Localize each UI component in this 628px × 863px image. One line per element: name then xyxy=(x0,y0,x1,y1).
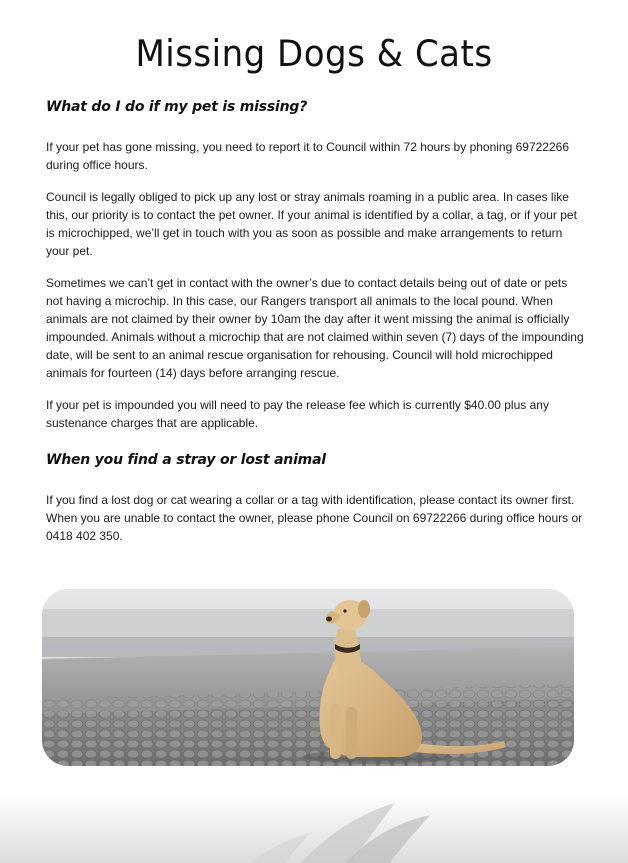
paragraph-release-fee: If your pet is impounded you will need to pay the release fee which is currently $40.00 plus any sustenance charges that are applicable. xyxy=(46,398,549,430)
dog-photo xyxy=(42,589,574,766)
paragraph-council-obliged: Council is legally obliged to pick up any lost or stray animals roaming in a public area. In cases like this, our priority is to contact the pet owner. If your animal is identified by a collar, a tag, or if your pet is microchipped, we’ll get in touch with you as soon as possible and make arrangements to return your pet. xyxy=(46,190,577,258)
main-content xyxy=(46,99,586,559)
footer-swoosh-decoration xyxy=(0,793,628,863)
section-heading-missing: What do I do if my pet is missing? xyxy=(46,99,308,115)
paragraph-found-animal: If you find a lost dog or cat wearing a collar or a tag with identification, please contact its owner first. When you are unable to contact the owner, please phone Council on 69722266 during office hours or 0418 402 350. xyxy=(46,493,583,543)
section-heading-found: When you find a stray or lost animal xyxy=(46,452,326,468)
paragraph-pound: Sometimes we can’t get in contact with the owner’s due to contact details being out of date or pets not having a microchip. In this case, our Rangers transport all animals to the local pound. When animals are not claimed by their owner by 10am the day after it went missing the animal is officially impounded. Animals without a microchip that are not claimed within seven (7) days of the impounding date, will be sent to an animal rescue organisation for rehousing. Council will hold microchipped animals for fourteen (14) days before arranging rescue. xyxy=(46,276,584,380)
page-title: Missing Dogs & Cats xyxy=(135,32,493,76)
paragraph-report: If your pet has gone missing, you need to report it to Council within 72 hours by phoning 69722266 during office hours. xyxy=(46,140,570,172)
